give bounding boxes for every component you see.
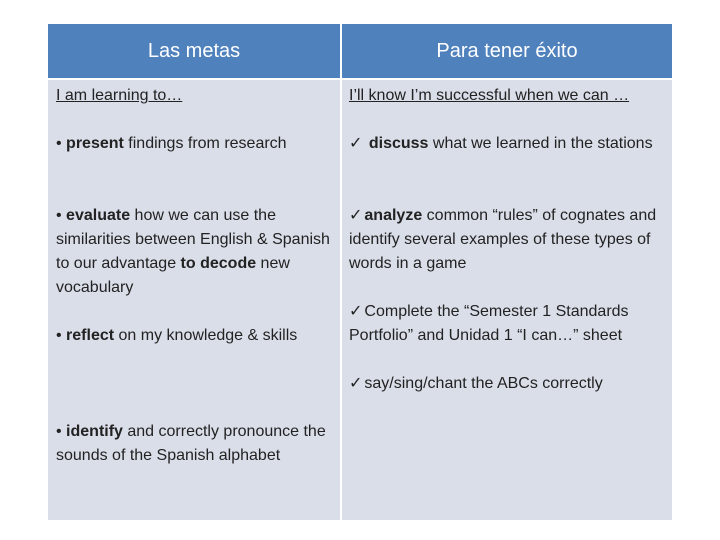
check-icon: ✓ (349, 375, 363, 392)
goals-table (48, 24, 672, 520)
header-para-tener-exito (342, 24, 672, 80)
right-item-discuss: ✓ discuss what we learned in the stations (349, 135, 653, 152)
header-right-label: Para tener éxito (436, 39, 578, 62)
right-item-portfolio: ✓ Complete the “Semester 1 Standards Portfolio” and Unidad 1 “I can…” sheet (349, 303, 629, 344)
header-las-metas (48, 24, 341, 80)
left-item-reflect: • reflect on my knowledge & skills (56, 327, 298, 344)
right-item-analyze: ✓ analyze common “rules” of cognates and identify several examples of these types of words in a game (349, 207, 657, 272)
check-icon: ✓ (349, 303, 363, 320)
check-icon: ✓ (349, 135, 363, 152)
left-item-evaluate: • evaluate how we can use the similarities between English & Spanish to our advantage to decode new vocabulary (56, 207, 330, 296)
left-item-identify: • identify and correctly pronounce the sounds of the Spanish alphabet (56, 423, 326, 464)
left-intro: I am learning to… (56, 87, 183, 104)
left-item-present: • present findings from research (56, 135, 287, 152)
right-item-abcs: ✓ say/sing/chant the ABCs correctly (349, 375, 603, 392)
column-divider (340, 24, 342, 520)
right-intro: I’ll know I’m successful when we can … (349, 87, 630, 104)
header-left-label: Las metas (147, 39, 241, 62)
check-icon: ✓ (349, 207, 363, 224)
